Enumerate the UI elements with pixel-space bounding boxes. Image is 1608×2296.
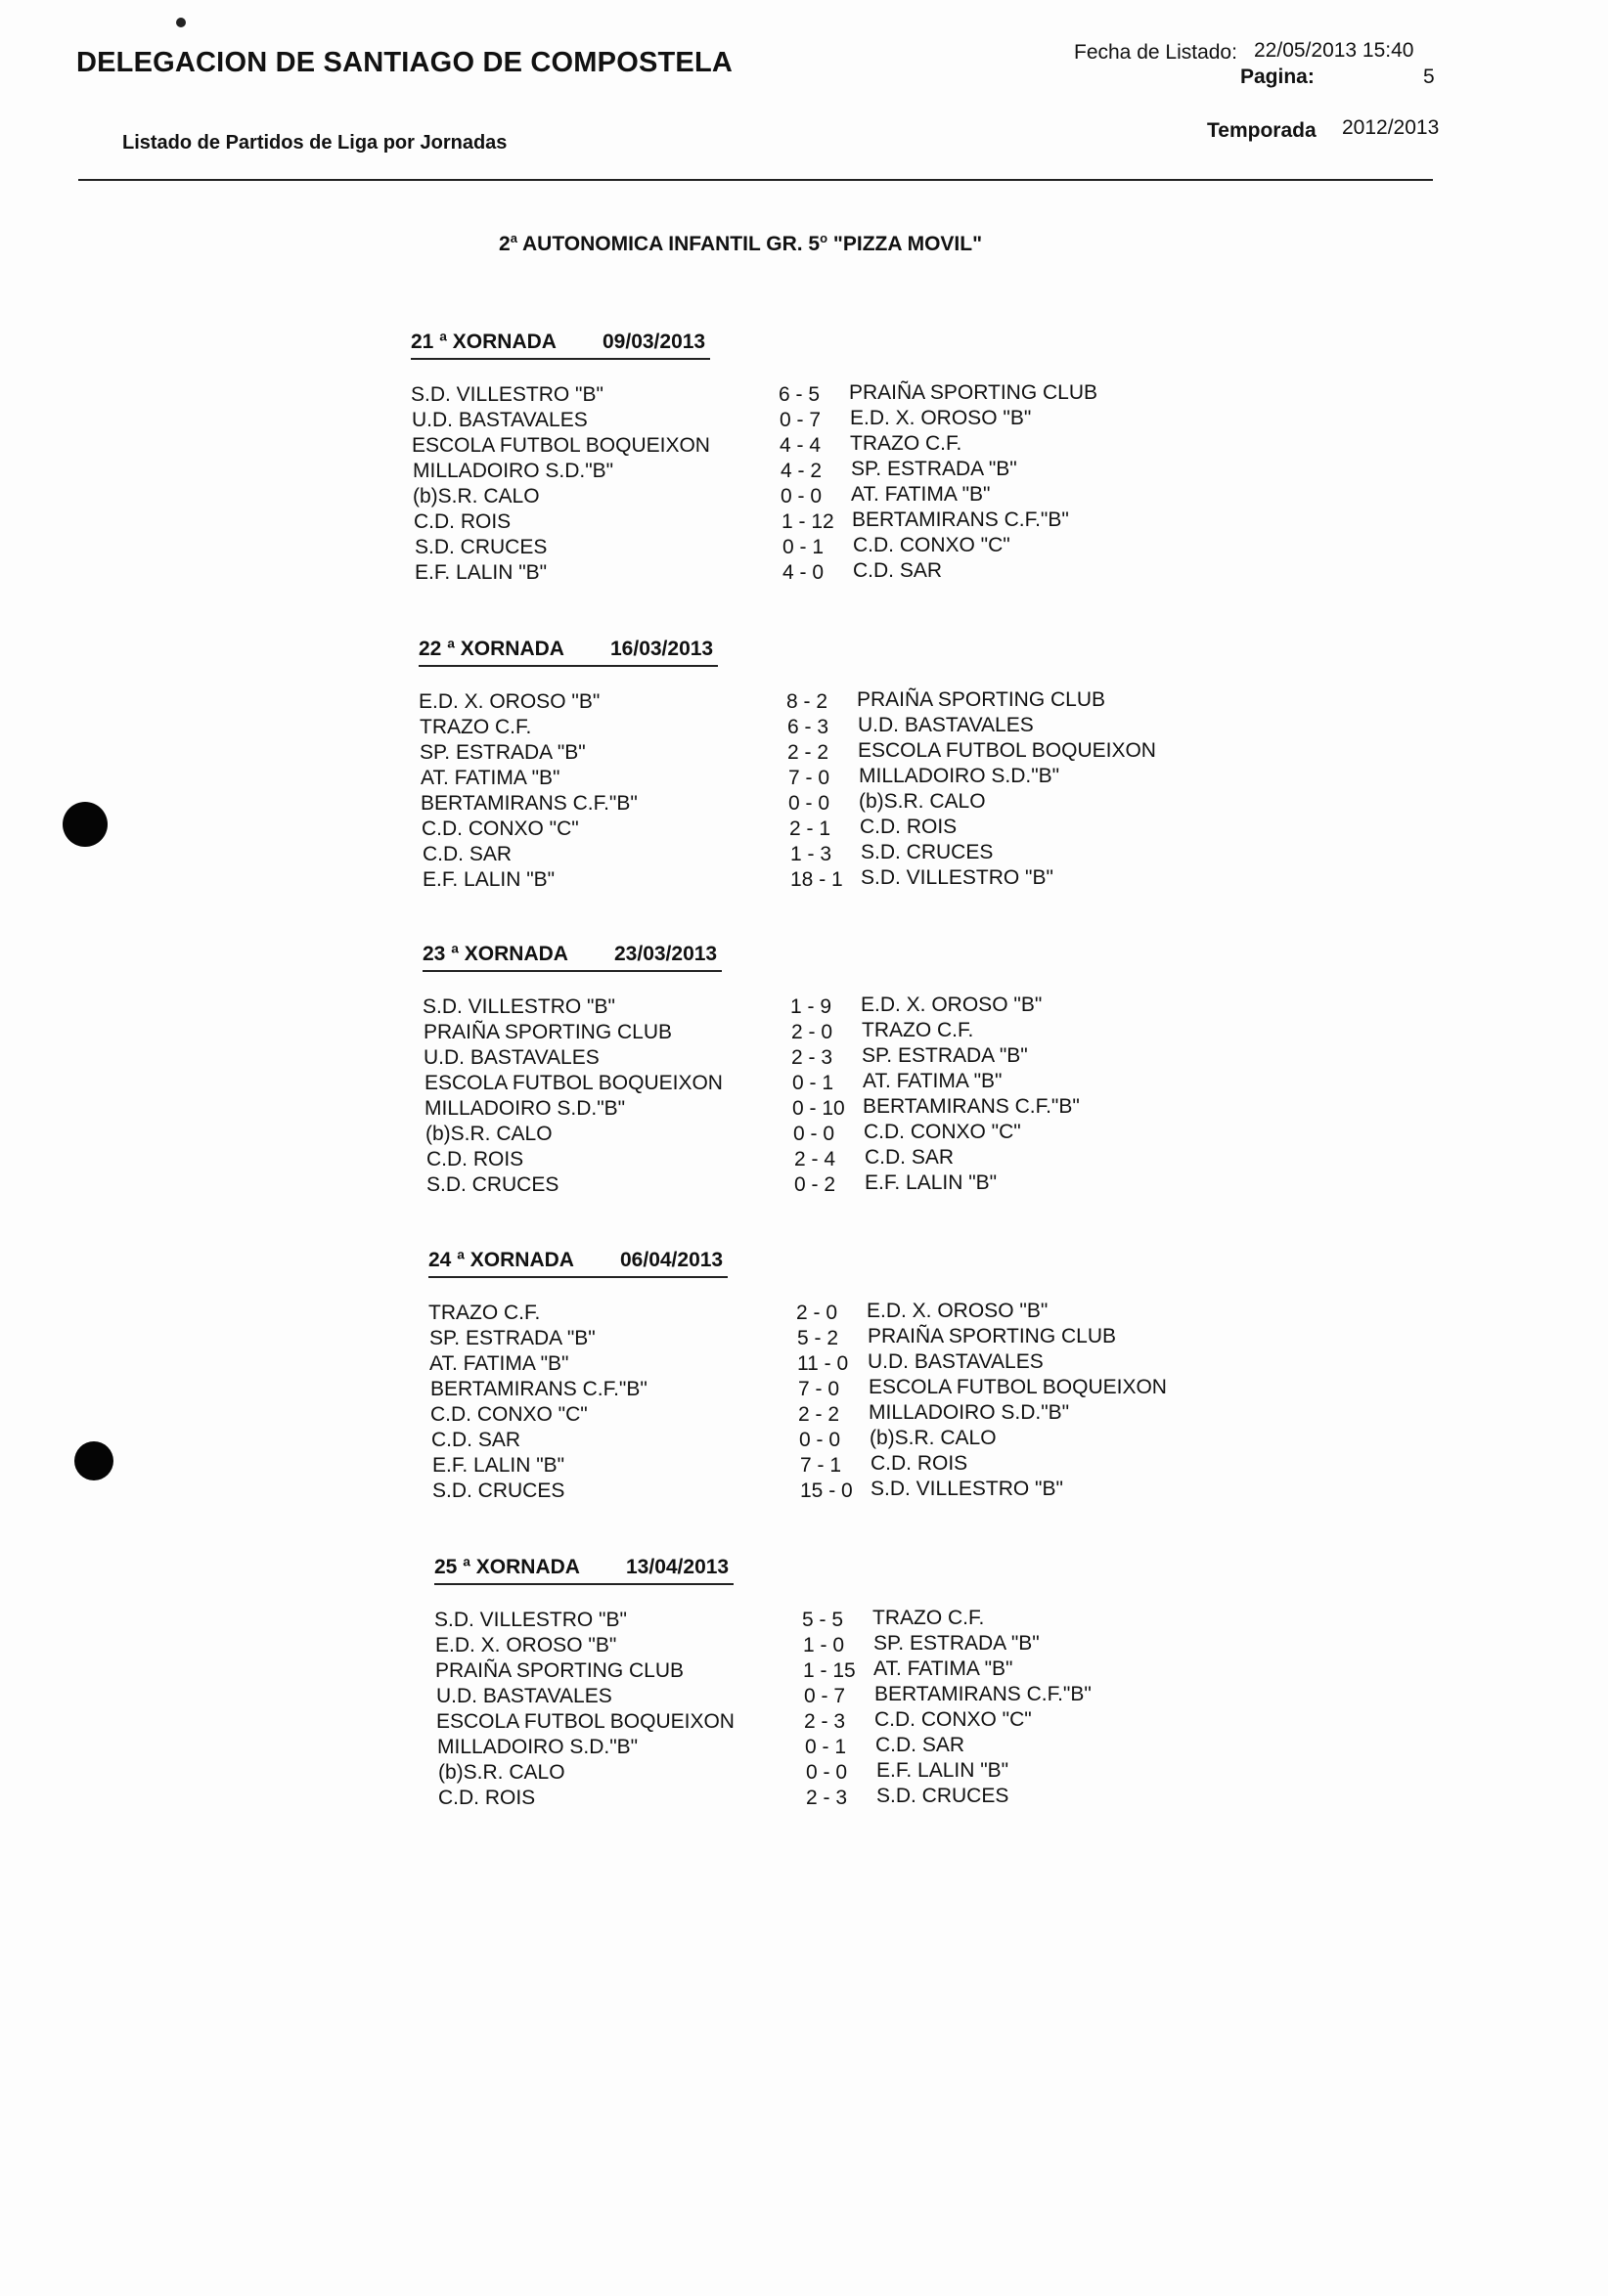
round-underline xyxy=(423,970,722,972)
match-row xyxy=(412,434,1331,460)
match-row xyxy=(420,716,1339,741)
match-list xyxy=(419,690,1338,894)
round-underline xyxy=(411,358,710,360)
home-team: AT. FATIMA "B" xyxy=(429,1352,569,1375)
match-row xyxy=(432,1454,1352,1479)
away-team: C.D. SAR xyxy=(875,1734,965,1756)
round-header xyxy=(423,943,1342,976)
round-block xyxy=(423,943,1342,1199)
season-value: 2012/2013 xyxy=(1342,116,1440,139)
match-score: 7 - 1 xyxy=(800,1454,842,1477)
home-team: C.D. SAR xyxy=(423,843,513,865)
away-team: SP. ESTRADA "B" xyxy=(851,458,1017,480)
match-score: 2 - 0 xyxy=(791,1021,833,1043)
match-row xyxy=(413,485,1332,510)
match-score: 2 - 3 xyxy=(791,1046,833,1069)
match-row xyxy=(415,561,1334,587)
match-score: 4 - 2 xyxy=(781,460,823,482)
home-team: MILLADOIRO S.D."B" xyxy=(437,1736,639,1758)
away-team: MILLADOIRO S.D."B" xyxy=(859,765,1060,787)
match-score: 0 - 1 xyxy=(782,536,825,558)
away-team: E.D. X. OROSO "B" xyxy=(861,993,1043,1016)
match-row xyxy=(431,1429,1351,1454)
match-score: 2 - 4 xyxy=(794,1148,836,1170)
away-team: E.F. LALIN "B" xyxy=(865,1171,998,1194)
match-row xyxy=(438,1787,1358,1812)
home-team: E.D. X. OROSO "B" xyxy=(435,1634,617,1656)
home-team: MILLADOIRO S.D."B" xyxy=(413,460,614,482)
away-team: MILLADOIRO S.D."B" xyxy=(869,1401,1070,1424)
match-score: 18 - 1 xyxy=(790,868,843,891)
match-row xyxy=(436,1710,1356,1736)
round-label: 23 ª XORNADA xyxy=(423,943,568,965)
away-team: PRAIÑA SPORTING CLUB xyxy=(849,381,1098,404)
match-list xyxy=(428,1302,1348,1505)
match-score: 0 - 0 xyxy=(799,1429,841,1451)
match-row xyxy=(413,460,1332,485)
match-score: 0 - 7 xyxy=(780,409,822,431)
match-row xyxy=(421,792,1340,817)
home-team: BERTAMIRANS C.F."B" xyxy=(421,792,638,815)
match-score: 2 - 2 xyxy=(798,1403,840,1426)
match-score: 4 - 0 xyxy=(782,561,825,584)
match-row xyxy=(422,817,1341,843)
home-team: C.D. ROIS xyxy=(426,1148,524,1170)
match-score: 6 - 3 xyxy=(787,716,829,738)
away-team: C.D. SAR xyxy=(853,559,943,582)
match-row xyxy=(430,1403,1350,1429)
header-rule xyxy=(78,179,1433,181)
home-team: U.D. BASTAVALES xyxy=(412,409,588,431)
round-date: 09/03/2013 xyxy=(603,331,706,353)
away-team: AT. FATIMA "B" xyxy=(873,1657,1013,1680)
competition-prefix: 2 xyxy=(499,233,511,255)
match-row xyxy=(423,843,1342,868)
home-team: C.D. CONXO "C" xyxy=(422,817,579,840)
organization-title: DELEGACION DE SANTIAGO DE COMPOSTELA xyxy=(76,47,734,78)
home-team: (b)S.R. CALO xyxy=(438,1761,565,1784)
match-row xyxy=(424,1021,1343,1046)
match-row xyxy=(424,1097,1344,1123)
home-team: ESCOLA FUTBOL BOQUEIXON xyxy=(436,1710,735,1733)
home-team: BERTAMIRANS C.F."B" xyxy=(430,1378,648,1400)
match-score: 0 - 10 xyxy=(792,1097,845,1120)
away-team: AT. FATIMA "B" xyxy=(851,483,991,506)
match-row xyxy=(421,767,1340,792)
match-score: 7 - 0 xyxy=(788,767,830,789)
away-team: U.D. BASTAVALES xyxy=(858,714,1034,736)
competition-name-sup: o xyxy=(820,231,828,245)
match-score: 2 - 3 xyxy=(806,1787,848,1809)
match-row xyxy=(412,409,1331,434)
home-team: (b)S.R. CALO xyxy=(425,1123,553,1145)
round-block xyxy=(411,331,1330,587)
home-team: U.D. BASTAVALES xyxy=(436,1685,612,1707)
away-team: C.D. CONXO "C" xyxy=(874,1708,1032,1731)
away-team: SP. ESTRADA "B" xyxy=(873,1632,1040,1655)
round-block xyxy=(428,1249,1348,1505)
away-team: AT. FATIMA "B" xyxy=(863,1070,1003,1092)
round-date: 16/03/2013 xyxy=(610,638,714,660)
home-team: ESCOLA FUTBOL BOQUEIXON xyxy=(412,434,710,457)
match-score: 1 - 15 xyxy=(803,1659,856,1682)
match-row xyxy=(434,1609,1354,1634)
match-row xyxy=(425,1123,1345,1148)
home-team: S.D. CRUCES xyxy=(426,1173,559,1196)
match-row xyxy=(429,1352,1349,1378)
match-row xyxy=(436,1685,1356,1710)
away-team: (b)S.R. CALO xyxy=(859,790,986,813)
match-score: 0 - 0 xyxy=(788,792,830,815)
match-row xyxy=(420,741,1339,767)
away-team: S.D. VILLESTRO "B" xyxy=(861,866,1053,889)
match-score: 0 - 1 xyxy=(792,1072,834,1094)
round-label: 22 ª XORNADA xyxy=(419,638,564,660)
away-team: C.D. CONXO "C" xyxy=(864,1121,1021,1143)
home-team: C.D. CONXO "C" xyxy=(430,1403,588,1426)
match-score: 1 - 12 xyxy=(782,510,834,533)
listing-date-value: 22/05/2013 15:40 xyxy=(1254,39,1414,62)
match-row xyxy=(426,1173,1346,1199)
home-team: C.D. ROIS xyxy=(438,1787,536,1809)
home-team: E.F. LALIN "B" xyxy=(415,561,548,584)
round-label: 25 ª XORNADA xyxy=(434,1556,580,1578)
match-score: 2 - 1 xyxy=(789,817,831,840)
home-team: PRAIÑA SPORTING CLUB xyxy=(424,1021,673,1043)
away-team: SP. ESTRADA "B" xyxy=(862,1044,1028,1067)
match-score: 1 - 9 xyxy=(790,995,832,1018)
round-block xyxy=(434,1556,1354,1812)
match-row xyxy=(419,690,1338,716)
away-team: ESCOLA FUTBOL BOQUEIXON xyxy=(858,739,1156,762)
ink-dot xyxy=(176,18,186,27)
home-team: ESCOLA FUTBOL BOQUEIXON xyxy=(424,1072,723,1094)
match-row xyxy=(423,868,1342,894)
home-team: E.D. X. OROSO "B" xyxy=(419,690,601,713)
round-header xyxy=(411,331,1330,364)
match-list xyxy=(411,383,1330,587)
match-row xyxy=(428,1302,1348,1327)
home-team: PRAIÑA SPORTING CLUB xyxy=(435,1659,685,1682)
away-team: BERTAMIRANS C.F."B" xyxy=(863,1095,1080,1118)
home-team: MILLADOIRO S.D."B" xyxy=(424,1097,626,1120)
round-date: 06/04/2013 xyxy=(620,1249,724,1271)
away-team: BERTAMIRANS C.F."B" xyxy=(874,1683,1092,1705)
away-team: TRAZO C.F. xyxy=(872,1607,985,1629)
page-label: Pagina: xyxy=(1240,66,1315,88)
match-score: 8 - 2 xyxy=(786,690,828,713)
competition-name: AUTONOMICA INFANTIL GR. 5 xyxy=(521,233,821,255)
match-list xyxy=(423,995,1342,1199)
match-score: 0 - 0 xyxy=(781,485,823,508)
match-row xyxy=(435,1659,1355,1685)
match-score: 2 - 3 xyxy=(804,1710,846,1733)
match-row xyxy=(430,1378,1350,1403)
round-header xyxy=(434,1556,1354,1589)
match-row xyxy=(424,1072,1344,1097)
match-row xyxy=(424,1046,1343,1072)
away-team: BERTAMIRANS C.F."B" xyxy=(852,508,1069,531)
match-score: 1 - 3 xyxy=(790,843,832,865)
match-score: 11 - 0 xyxy=(797,1352,849,1375)
away-team: PRAIÑA SPORTING CLUB xyxy=(868,1325,1117,1347)
away-team: C.D. SAR xyxy=(865,1146,955,1169)
match-score: 5 - 2 xyxy=(797,1327,839,1349)
competition-prefix-sup: a xyxy=(510,231,517,245)
home-team: TRAZO C.F. xyxy=(420,716,532,738)
home-team: E.F. LALIN "B" xyxy=(432,1454,565,1477)
match-row xyxy=(438,1761,1358,1787)
round-underline xyxy=(419,665,718,667)
match-score: 7 - 0 xyxy=(798,1378,840,1400)
round-label: 24 ª XORNADA xyxy=(428,1249,574,1271)
away-team: U.D. BASTAVALES xyxy=(868,1350,1044,1373)
round-date: 23/03/2013 xyxy=(614,943,718,965)
away-team: S.D. VILLESTRO "B" xyxy=(871,1478,1063,1500)
listing-date-label: Fecha de Listado: xyxy=(1074,41,1237,64)
away-team: E.F. LALIN "B" xyxy=(876,1759,1009,1782)
away-team: C.D. CONXO "C" xyxy=(853,534,1010,556)
away-team: E.D. X. OROSO "B" xyxy=(850,407,1032,429)
match-row xyxy=(435,1634,1355,1659)
home-team: S.D. VILLESTRO "B" xyxy=(423,995,615,1018)
away-team: TRAZO C.F. xyxy=(862,1019,974,1041)
away-team: S.D. CRUCES xyxy=(876,1785,1009,1807)
match-score: 0 - 2 xyxy=(794,1173,836,1196)
match-score: 1 - 0 xyxy=(803,1634,845,1656)
match-score: 4 - 4 xyxy=(780,434,822,457)
match-row xyxy=(432,1479,1352,1505)
match-score: 0 - 1 xyxy=(805,1736,847,1758)
away-team: (b)S.R. CALO xyxy=(870,1427,997,1449)
match-row xyxy=(423,995,1342,1021)
away-team: ESCOLA FUTBOL BOQUEIXON xyxy=(869,1376,1167,1398)
home-team: TRAZO C.F. xyxy=(428,1302,541,1324)
match-row xyxy=(426,1148,1346,1173)
competition-sponsor: "PIZZA MOVIL" xyxy=(832,233,983,255)
match-row xyxy=(429,1327,1349,1352)
home-team: (b)S.R. CALO xyxy=(413,485,540,508)
round-date: 13/04/2013 xyxy=(626,1556,730,1578)
season-label: Temporada xyxy=(1207,119,1317,142)
match-score: 5 - 5 xyxy=(802,1609,844,1631)
match-list xyxy=(434,1609,1354,1812)
match-score: 15 - 0 xyxy=(800,1479,853,1502)
away-team: PRAIÑA SPORTING CLUB xyxy=(857,688,1106,711)
home-team: SP. ESTRADA "B" xyxy=(420,741,586,764)
home-team: SP. ESTRADA "B" xyxy=(429,1327,596,1349)
round-underline xyxy=(428,1276,728,1278)
home-team: S.D. CRUCES xyxy=(415,536,548,558)
match-row xyxy=(411,383,1330,409)
match-row xyxy=(415,536,1334,561)
home-team: U.D. BASTAVALES xyxy=(424,1046,600,1069)
punch-hole-lower xyxy=(74,1441,113,1480)
away-team: C.D. ROIS xyxy=(871,1452,968,1475)
competition-title xyxy=(499,231,982,256)
match-score: 2 - 2 xyxy=(787,741,829,764)
home-team: S.D. VILLESTRO "B" xyxy=(434,1609,627,1631)
round-block xyxy=(419,638,1338,894)
away-team: TRAZO C.F. xyxy=(850,432,962,455)
match-score: 0 - 0 xyxy=(806,1761,848,1784)
round-header xyxy=(428,1249,1348,1282)
match-score: 2 - 0 xyxy=(796,1302,838,1324)
round-underline xyxy=(434,1583,734,1585)
match-row xyxy=(437,1736,1357,1761)
home-team: S.D. VILLESTRO "B" xyxy=(411,383,603,406)
round-header xyxy=(419,638,1338,671)
home-team: C.D. SAR xyxy=(431,1429,521,1451)
match-row xyxy=(414,510,1333,536)
away-team: E.D. X. OROSO "B" xyxy=(867,1300,1049,1322)
punch-hole-upper xyxy=(63,802,108,847)
page-number: 5 xyxy=(1423,66,1435,88)
report-title: Listado de Partidos de Liga por Jornadas xyxy=(122,132,508,154)
round-label: 21 ª XORNADA xyxy=(411,331,557,353)
match-score: 0 - 7 xyxy=(804,1685,846,1707)
match-score: 0 - 0 xyxy=(793,1123,835,1145)
away-team: C.D. ROIS xyxy=(860,816,958,838)
home-team: AT. FATIMA "B" xyxy=(421,767,560,789)
home-team: E.F. LALIN "B" xyxy=(423,868,556,891)
home-team: S.D. CRUCES xyxy=(432,1479,565,1502)
match-score: 6 - 5 xyxy=(779,383,821,406)
away-team: S.D. CRUCES xyxy=(861,841,994,863)
home-team: C.D. ROIS xyxy=(414,510,512,533)
